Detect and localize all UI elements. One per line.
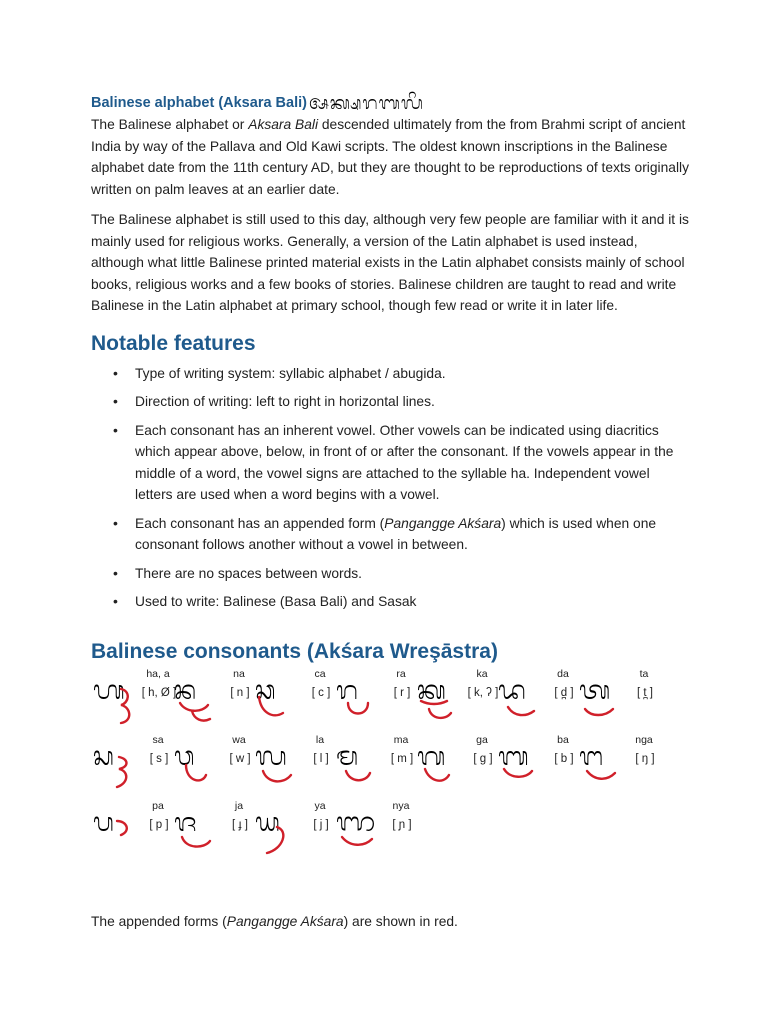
consonant-glyph-image [334, 735, 382, 791]
consonant-cell [496, 733, 578, 795]
consonant-name: ba [557, 733, 569, 746]
consonant-base-glyph: ᬧ [93, 807, 114, 838]
feature-item: • Each consonant has an appended form (Pangangge Akśara) which is used when one consonant follows another without a vowel in between. [135, 513, 691, 556]
intro-paragraph-2: The Balinese alphabet is still used to this day, although very few people are familiar with it and it is mainly used for religious works. Generally, a version of the Latin alphabet is used instead, although what little Balinese printed material exists in the Latin alphabet consists mainly of school books, religious works and a few books of stories. Balinese children are taught to read and write Balinese in the Latin alphabet at primary school, though few read or write it in later life. [91, 212, 689, 313]
consonant-glyph-image [253, 669, 301, 725]
consonant-cell [415, 733, 497, 795]
consonant-name: nga [635, 733, 653, 746]
consonant-ipa: [ m ] [390, 752, 414, 765]
consonant-cell [172, 667, 254, 729]
appended-form-stroke [117, 821, 127, 835]
consonant-ipa: [ w ] [229, 752, 251, 765]
consonant-cell [172, 733, 254, 795]
consonant-cell [577, 733, 659, 795]
consonant-base-glyph: ᬘ [255, 675, 276, 706]
consonant-base-glyph: ᬯ [174, 741, 195, 772]
consonant-glyph-image [91, 735, 139, 791]
consonant-glyph-image [496, 669, 544, 725]
consonant-base-glyph: ᬲ [93, 741, 115, 772]
appended-form-stroke [117, 757, 127, 787]
consonant-cell [91, 733, 173, 795]
consonant-ipa: [ ɟ ] [232, 818, 248, 831]
consonant-glyph-image [172, 669, 220, 725]
consonant-glyph-image [496, 735, 544, 791]
consonant-cell [496, 667, 578, 729]
consonant-base-glyph: ᬕ [417, 741, 446, 772]
consonant-ipa: [ r ] [393, 686, 411, 699]
consonant-ipa: [ g ] [473, 752, 493, 765]
consonant-name: wa [232, 733, 246, 746]
consonant-cell [91, 799, 173, 861]
consonant-base-glyph: ᬫ [336, 741, 359, 772]
consonant-base-glyph: ᬳ [93, 675, 125, 706]
appended-form-stroke [508, 707, 534, 715]
consonant-name: ra [396, 667, 406, 680]
consonant-name: da [557, 667, 569, 680]
consonant-ipa: [ ɲ ] [392, 818, 412, 831]
consonant-cell [577, 667, 659, 729]
consonant-glyph-image [415, 735, 463, 791]
consonant-ipa: [ b ] [554, 752, 574, 765]
consonant-glyph-image [577, 735, 625, 791]
feature-item: • There are no spaces between words. [135, 563, 691, 585]
appended-form-stroke [342, 837, 372, 845]
consonant-cell [415, 667, 497, 729]
consonant-ipa: [ s ] [149, 752, 169, 765]
consonant-glyph-image [253, 801, 301, 857]
consonant-name: na [233, 667, 245, 680]
title-text: Balinese alphabet (Aksara Bali) [91, 95, 307, 111]
feature-item: • Direction of writing: left to right in horizontal lines. [135, 391, 691, 413]
consonant-glyph-image [91, 801, 139, 857]
consonant-glyph-image [415, 669, 463, 725]
features-list [91, 363, 691, 613]
consonant-ipa: [ t̪ ] [637, 686, 653, 699]
consonant-name: ca [314, 667, 326, 680]
consonant-ipa: [ j ] [313, 818, 329, 831]
consonant-name: ya [314, 799, 326, 812]
consonant-cell [253, 733, 335, 795]
appended-form-stroke [585, 709, 613, 715]
consonant-cell [334, 733, 416, 795]
document-body [91, 92, 691, 857]
consonant-name: ta [639, 667, 649, 680]
consonant-name: ka [476, 667, 488, 680]
consonant-base-glyph: ᬢ [579, 675, 611, 706]
consonant-base-glyph: ᬗ [579, 741, 604, 772]
consonant-ipa: [ d̪ ] [554, 686, 574, 699]
consonant-glyph-image [172, 735, 220, 791]
appended-form-stroke [263, 771, 291, 781]
consonants-heading: Balinese consonants (Akśara Wreşāstra) [91, 639, 498, 663]
consonant-cell [91, 667, 177, 729]
features-heading: Notable features [91, 331, 256, 355]
consonant-base-glyph: ᬬ [255, 807, 280, 838]
consonant-name: ja [234, 799, 244, 812]
consonant-glyph-image [577, 669, 625, 725]
consonant-cell [334, 799, 416, 861]
appended-form-stroke [587, 771, 615, 779]
consonant-ipa: [ l ] [313, 752, 329, 765]
consonant-ipa: [ n ] [230, 686, 250, 699]
consonant-ipa: [ p ] [149, 818, 169, 831]
consonant-name: pa [152, 799, 164, 812]
consonant-name: ma [393, 733, 409, 746]
consonant-cell [253, 667, 335, 729]
consonant-name: la [315, 733, 325, 746]
consonant-name: ga [476, 733, 488, 746]
consonant-ipa: [ k, ʔ ] [467, 686, 499, 699]
consonant-base-glyph: ᬜ [336, 807, 376, 838]
consonant-grid [91, 667, 655, 857]
consonant-base-glyph: ᬚ [174, 807, 197, 838]
page-title [91, 92, 691, 114]
consonant-ipa: [ c ] [311, 686, 331, 699]
feature-item: • Each consonant has an inherent vowel. Other vowels can be indicated using diacritics which appear above, below, in front of or after the consonant. If the vowels appear in the middle of a word, the vowel signs are attached to the syllable ha. Independent vowel letters are used when a word begins with a vowel. [135, 420, 691, 506]
appended-form-stroke [346, 771, 370, 780]
consonant-base-glyph: ᬦ [174, 675, 197, 706]
consonant-base-glyph: ᬭ [336, 675, 358, 706]
intro-paragraph-1: The Balinese alphabet or Aksara Bali descended ultimately from the from Brahmi script of ancient India by way of the Pallava and Old Kawi scripts. The oldest known inscriptions in the Balinese alphabet date from the 11th century AD, but they are thought to be reproductions of texts originally written on palm leaves at an earlier date. [91, 117, 689, 197]
appended-form-stroke [182, 837, 210, 847]
consonant-base-glyph: ᬓ [417, 675, 446, 706]
consonant-glyph-image [172, 801, 220, 857]
consonant-glyph-image [334, 801, 382, 857]
consonant-name: ha, a [146, 667, 170, 680]
appended-form-stroke [421, 701, 451, 718]
consonant-name: nya [392, 799, 410, 812]
feature-item: • Used to write: Balinese (Basa Bali) and Sasak [135, 591, 691, 613]
script-sample: ᬅᬓ᭄ᬱᬭᬩᬮᬶ [308, 93, 424, 113]
consonant-glyph-image [253, 735, 301, 791]
consonant-cell [253, 799, 335, 861]
feature-item: • Type of writing system: syllabic alphabet / abugida. [135, 363, 691, 385]
consonant-ipa: [ h, Ø ] [141, 686, 177, 699]
consonant-cell [334, 667, 416, 729]
consonant-glyph-image [91, 669, 139, 725]
consonant-base-glyph: ᬩ [498, 741, 529, 772]
consonant-cell [172, 799, 254, 861]
consonant-glyph-image [334, 669, 382, 725]
appended-forms-note: The appended forms (Pangangge Akśara) are shown in red. [91, 914, 458, 929]
consonant-ipa: [ ŋ ] [635, 752, 655, 765]
consonant-base-glyph: ᬤ [498, 675, 526, 706]
consonant-name: sa [152, 733, 164, 746]
consonant-base-glyph: ᬮ [255, 741, 287, 772]
